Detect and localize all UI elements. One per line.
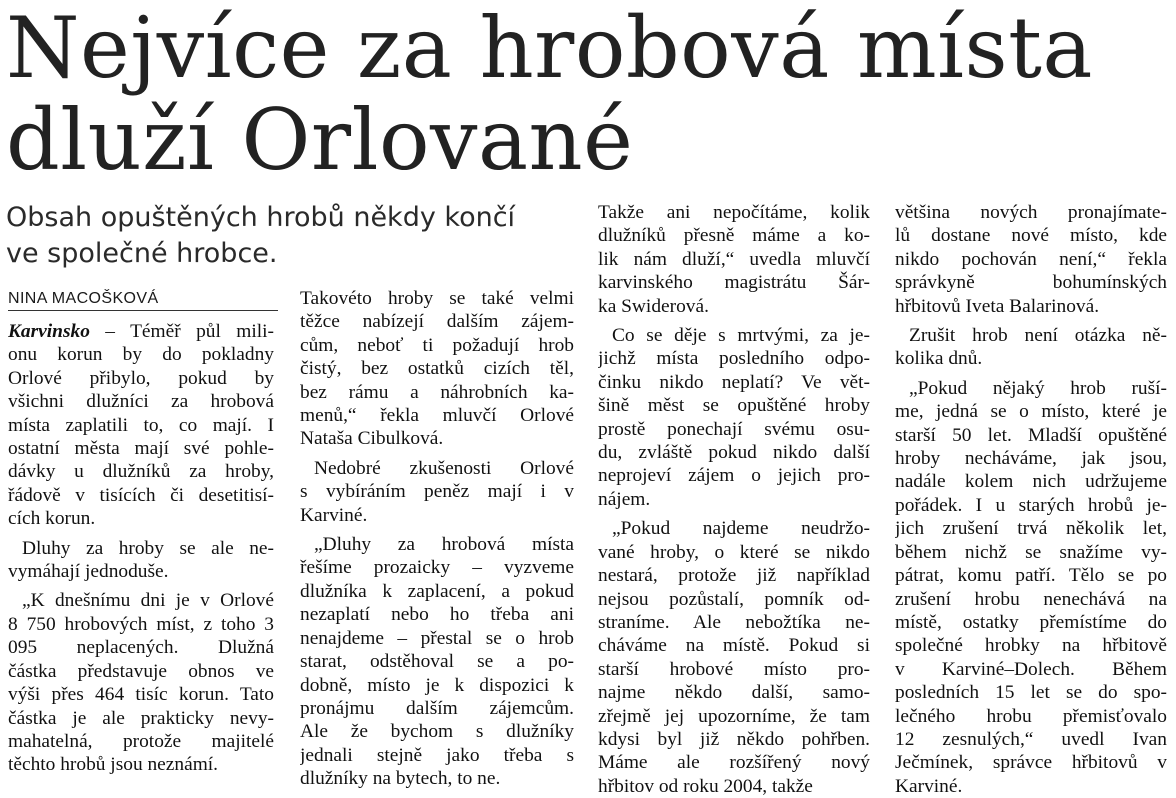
text-line: dávky u dlužníků za hroby,: [8, 461, 274, 483]
text-line: dlužníků přesně máme a ko-: [598, 225, 870, 247]
text-line: Takže ani nepočítáme, kolik: [598, 202, 870, 223]
text-line: všichni dlužníci za hrobová: [8, 391, 274, 413]
paragraph: [895, 324, 1167, 371]
paragraph: [8, 320, 274, 531]
paragraph: [300, 287, 574, 451]
text-line: nadále kolem nich udržujeme: [895, 471, 1167, 493]
headline-line-1: Nejvíce za hrobová místa: [6, 0, 1093, 97]
article-column-2: [300, 287, 574, 791]
article-column-4: [895, 201, 1167, 798]
text-line: neprojeví zájem o jejich pro-: [598, 465, 870, 487]
text-line: nenajdeme – přestal se o hrob: [300, 627, 574, 649]
paragraph: [8, 537, 274, 584]
text-line: nejsou pozůstalí, pomník od-: [598, 588, 870, 610]
paragraph: [300, 533, 574, 790]
text-line: najme někdo další, samo-: [598, 682, 870, 704]
text-line: s vybíráním peněz mají i v: [300, 481, 574, 503]
text-line: Karviné.: [895, 775, 963, 797]
paragraph: [598, 201, 870, 318]
text-line: cháváme na místě. Pokud si: [598, 635, 870, 657]
text-line: lik nám dluží,“ uvedla mluvčí: [598, 248, 870, 270]
text-line: 095 neplacených. Dlužná: [8, 637, 274, 659]
text-line: bez rámu a náhrobních ka-: [300, 381, 574, 403]
text-line: [8, 320, 274, 343]
text-line: šině měst se opuštěné hroby: [598, 395, 870, 417]
text-line: ka Swiderová.: [598, 295, 709, 317]
text-line: Co se děje s mrtvými, za je-: [612, 325, 870, 347]
text-line: kdysi byl již někdo pohřben.: [598, 728, 870, 750]
text-line: karvinského magistrátu Šár-: [598, 272, 870, 294]
text-line: dlužníka k zaplacení, a pokud: [300, 580, 574, 602]
text-line: Karviné.: [300, 504, 368, 526]
text-line: cům, neboť ti požadují hrob: [300, 334, 574, 356]
headline-line-2: dluží Orlované: [6, 91, 634, 189]
text-line: cích korun.: [8, 508, 96, 530]
text-line: vané hroby, o které se nikdo: [598, 541, 870, 563]
text-line: lečného hrobu přemisťovalo: [895, 705, 1167, 727]
text-line: pátrat, komu patří. Tělo se po: [895, 565, 1167, 587]
text-line: „Pokud nějaký hrob ruší-: [909, 377, 1167, 399]
text-line: Dluhy za hroby se ale ne-: [22, 537, 274, 559]
text-line: 12 zesnulých,“ uvedl Ivan: [895, 728, 1167, 750]
text-line: činku nikdo neplatí? Ve vět-: [598, 371, 870, 393]
text-line: starší hrobové místo pro-: [598, 658, 870, 680]
text-line: „Dluhy za hrobová místa: [314, 534, 574, 556]
text-line: nezaplatí nebo ho třeba ani: [300, 604, 574, 626]
text-line: Zrušit hrob není otázka ně-: [909, 325, 1167, 347]
text-line: nájem.: [598, 488, 651, 510]
text-line: výši přes 464 tisíc korun. Tato: [8, 684, 274, 706]
text-line: nikdo pochován není,“ řekla: [895, 248, 1167, 270]
paragraph: [895, 377, 1167, 798]
text-line: správkyně bohumínských: [895, 272, 1167, 294]
text-line: těžce nabízejí dalším zájem-: [300, 311, 574, 333]
text-line: Takovéto hroby se také velmi: [300, 288, 574, 309]
lead-text: – Téměř půl mili-: [89, 321, 274, 342]
lead-word: Karvinsko: [8, 321, 90, 342]
text-line: pronájmu dalším zájemcům.: [300, 697, 574, 719]
text-line: Ječmínek, správce hřbitovů v: [895, 752, 1167, 774]
subtitle-line-1: Obsah opuštěných hrobů někdy končí: [6, 202, 516, 233]
text-line: čistý, bez ostatků cizích těl,: [300, 358, 574, 380]
text-line: jednali stejně jako třeba s: [300, 744, 574, 766]
text-line: místě, ostatky přemístíme do: [895, 611, 1167, 633]
article-column-1: [8, 320, 274, 777]
article-column-3: [598, 201, 870, 798]
text-line: Máme ale rozšířený nový: [598, 752, 870, 774]
text-line: částka představuje obnos ve: [8, 660, 274, 682]
paragraph: [300, 457, 574, 527]
text-line: hřbitovů Iveta Balarinová.: [895, 295, 1100, 317]
text-line: hroby necháváme, jak jsou,: [895, 448, 1167, 470]
text-line: kolika dnů.: [895, 348, 983, 370]
text-line: du, zvláště pokud nikdo další: [598, 442, 870, 464]
text-line: zřejmě jej upozorníme, že tam: [598, 705, 870, 727]
byline: NINA MACOŠKOVÁ: [8, 290, 278, 311]
subtitle: [6, 200, 516, 272]
text-line: me, jedná se o místo, které je: [895, 401, 1167, 423]
text-line: pořádek. I u starých hrobů je-: [895, 494, 1167, 516]
text-line: Nedobré zkušenosti Orlové: [314, 457, 574, 479]
text-line: posledních 15 let se do spo-: [895, 682, 1167, 704]
text-line: „K dnešnímu dni je v Orlové: [22, 590, 274, 612]
text-line: Nataša Cibulková.: [300, 428, 444, 450]
paragraph: [8, 589, 274, 776]
text-line: starší 50 let. Mladší opuštěné: [895, 424, 1167, 446]
text-line: jich zrušení trvá několik let,: [895, 518, 1167, 540]
text-line: vymáhají jednoduše.: [8, 561, 169, 583]
text-line: Ale že bychom s dlužníky: [300, 721, 574, 743]
text-line: částka je ale prakticky nevy-: [8, 707, 274, 729]
text-line: řešíme prozaicky – vyzveme: [300, 557, 574, 579]
text-line: jichž místa posledního odpo-: [598, 348, 870, 370]
subtitle-line-2: ve společné hrobce.: [6, 238, 278, 269]
text-line: „Pokud najdeme neudržo-: [612, 518, 870, 540]
text-line: dobně, místo je k dispozici k: [300, 674, 574, 696]
text-line: nestará, protože již například: [598, 565, 870, 587]
text-line: zrušení hrobu nenechává na: [895, 588, 1167, 610]
text-line: onu korun by do pokladny: [8, 344, 274, 366]
paragraph: [598, 517, 870, 798]
text-line: dlužníky na bytech, to ne.: [300, 768, 501, 790]
text-line: v Karviné–Dolech. Během: [895, 658, 1167, 680]
paragraph: [598, 324, 870, 511]
text-line: hřbitov od roku 2004, takže: [598, 775, 813, 797]
text-line: Orlové přibylo, pokud by: [8, 367, 274, 389]
text-line: většina nových pronajímate-: [895, 202, 1167, 223]
text-line: prostě ponechají svému osu-: [598, 418, 870, 440]
headline: [6, 0, 1166, 189]
text-line: straníme. Ale nebožtíka ne-: [598, 611, 870, 633]
paragraph: [895, 201, 1167, 318]
text-line: mahatelná, protože majitelé: [8, 730, 274, 752]
text-line: řádově v tisících či desetitisí-: [8, 484, 274, 506]
text-line: 8 750 hrobových míst, z toho 3: [8, 613, 274, 635]
text-line: ostatní města mají své pohle-: [8, 438, 274, 460]
text-line: menů,“ řekla mluvčí Orlové: [300, 405, 574, 427]
text-line: společné hrobky na hřbitově: [895, 635, 1167, 657]
text-line: těchto hrobů jsou neznámí.: [8, 754, 219, 776]
text-line: během nichž se snažíme vy-: [895, 541, 1167, 563]
text-line: místa zaplatili to, co mají. I: [8, 414, 274, 436]
text-line: lů dostane nové místo, kde: [895, 225, 1167, 247]
text-line: starat, odstěhoval se a po-: [300, 651, 574, 673]
